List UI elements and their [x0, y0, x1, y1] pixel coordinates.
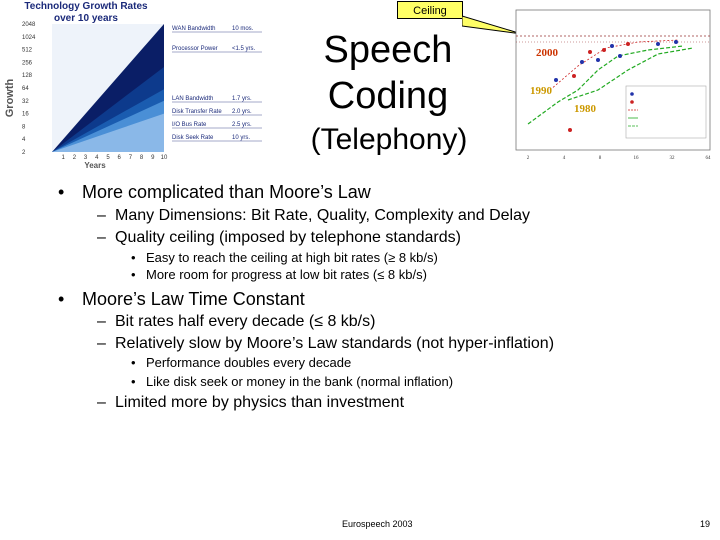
plot-x-tick: 32 [669, 156, 675, 161]
bullet-level2-text: Quality ceiling (imposed by telephone standards) [115, 229, 461, 246]
growth-x-tick: 1 [61, 155, 65, 161]
plot-x-tick: 8 [598, 156, 602, 161]
growth-x-tick: 3 [83, 155, 88, 161]
bullet-level2-text: Limited more by physics than investment [115, 394, 405, 411]
bullet-level3-text: Performance doubles every decade [146, 355, 352, 370]
plot-x-tick: 64 [705, 156, 711, 161]
growth-chart [0, 0, 268, 172]
growth-label-rate: 2.5 yrs. [232, 122, 252, 128]
bullet-level2-marker: – [97, 394, 106, 411]
growth-y-tick: 4 [22, 137, 26, 144]
footer-conference: Eurospeech 2003 [342, 519, 413, 529]
growth-y-tick: 16 [22, 111, 29, 118]
plot-year-1980: 1980 [574, 103, 596, 115]
plot-year-1990: 1990 [530, 85, 552, 97]
growth-label-name: WAN Bandwidth [172, 26, 216, 32]
growth-x-tick: 8 [139, 155, 144, 161]
growth-label-rate: 1.7 yrs. [232, 96, 252, 102]
growth-label-rate: 10 yrs. [232, 135, 251, 141]
speech-quality-plot [508, 6, 716, 164]
slide-title-line2: Coding [327, 75, 449, 117]
bullet-level3-text: Like disk seek or money in the bank (normal inflation) [146, 374, 454, 389]
growth-x-tick: 9 [151, 155, 155, 161]
bullet-level1-marker: • [58, 289, 65, 309]
growth-label-name: LAN Bandwidth [172, 96, 214, 102]
plot-x-tick: 16 [633, 156, 639, 161]
growth-label-name: I/O Bus Rate [172, 122, 207, 128]
plot-x-tick: 2 [526, 156, 530, 161]
bullet-level2-marker: – [97, 229, 106, 246]
growth-label-name: Disk Seek Rate [172, 135, 214, 141]
growth-label-name: Disk Transfer Rate [172, 109, 222, 115]
plot-legend [626, 86, 706, 138]
growth-chart-title-line2: over 10 years [54, 13, 118, 24]
growth-chart-title-line1: Technology Growth Rates [24, 1, 148, 12]
growth-x-tick: 5 [106, 155, 110, 161]
growth-chart-xlabel: Years [84, 161, 106, 170]
growth-label-rate: 2.0 yrs. [232, 109, 252, 115]
bullet-level3-marker: • [131, 374, 136, 389]
growth-y-tick: 64 [22, 86, 29, 92]
growth-y-tick: 8 [22, 124, 26, 131]
growth-label-rate: 10 mos. [232, 26, 254, 32]
growth-y-tick: 128 [22, 73, 33, 80]
ceiling-callout: Ceiling [397, 1, 463, 19]
bullet-level2-text: Bit rates half every decade (≤ 8 kb/s) [115, 313, 376, 330]
bullet-level2-text: Many Dimensions: Bit Rate, Quality, Complexity and Delay [115, 207, 530, 224]
bullet-level3-marker: • [131, 267, 136, 282]
growth-y-tick: 32 [22, 98, 29, 105]
slide-subtitle: (Telephony) [310, 123, 468, 156]
footer-page-number: 19 [700, 519, 711, 529]
growth-y-tick: 512 [22, 47, 33, 54]
bullet-level1-text: More complicated than Moore’s Law [82, 182, 371, 202]
growth-x-tick: 2 [72, 155, 77, 161]
bullet-level1-text: Moore’s Law Time Constant [82, 289, 305, 309]
growth-y-tick: 256 [22, 60, 33, 67]
plot-year-2000: 2000 [536, 47, 558, 59]
growth-chart-ylabel: Growth [4, 78, 16, 118]
bullet-level2-marker: – [97, 207, 106, 224]
growth-y-tick: 1024 [22, 34, 36, 41]
bullet-level2-marker: – [97, 335, 106, 352]
growth-label-rate: <1.5 yrs. [232, 46, 256, 52]
growth-x-tick: 6 [117, 155, 121, 161]
plot-x-tick: 4 [562, 156, 566, 161]
bullet-level1-marker: • [58, 182, 65, 202]
bullet-level3-text: Easy to reach the ceiling at high bit rates (≥ 8 kb/s) [146, 250, 438, 265]
bullet-level3-text: More room for progress at low bit rates (≤ 8 kb/s) [146, 267, 427, 282]
growth-y-tick: 2 [22, 150, 26, 156]
growth-x-tick: 7 [128, 155, 133, 161]
bullet-level2-text: Relatively slow by Moore’s Law standards (not hyper-inflation) [115, 335, 555, 352]
bullet-level2-marker: – [97, 313, 106, 330]
growth-x-tick: 4 [95, 155, 99, 161]
slide-title-line1: Speech [323, 29, 453, 71]
bullet-level3-marker: • [131, 250, 136, 265]
bullet-level3-marker: • [131, 355, 136, 370]
growth-label-name: Processor Power [172, 46, 218, 52]
growth-x-tick: 10 [160, 155, 168, 161]
growth-y-tick: 2048 [22, 22, 36, 28]
